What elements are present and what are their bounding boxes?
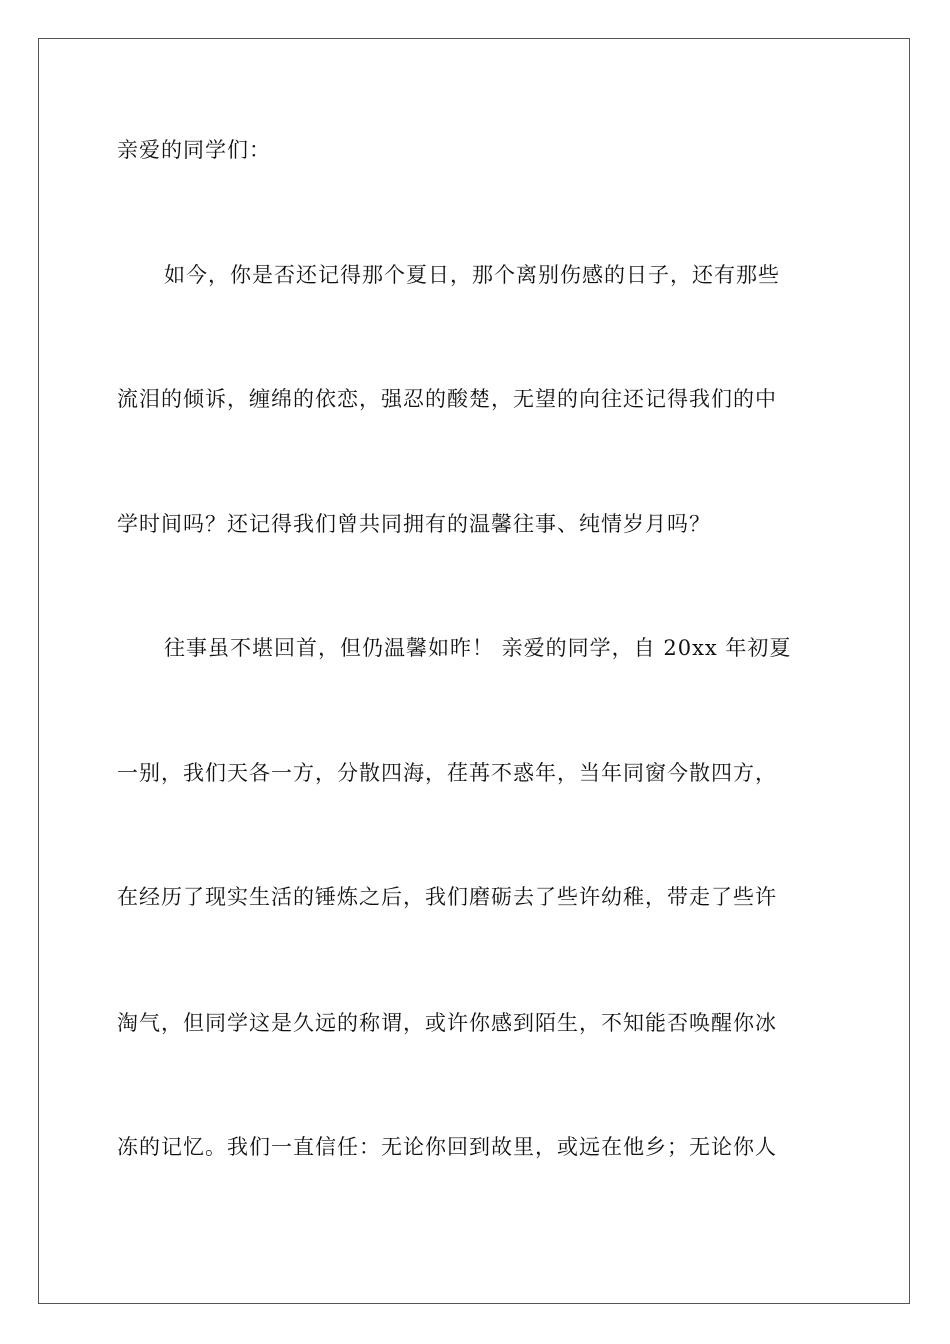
paragraph-line: 如今，你是否还记得那个夏日，那个离别伤感的日子，还有那些	[164, 263, 780, 287]
paragraph-line: 冻的记忆。我们一直信任：无论你回到故里，或远在他乡；无论你人	[117, 1135, 777, 1159]
salutation: 亲爱的同学们：	[117, 138, 271, 162]
paragraph-line: 在经历了现实生活的锤炼之后，我们磨砺去了些许幼稚，带走了些许	[117, 885, 777, 909]
page-border	[38, 38, 910, 1304]
paragraph-line: 流泪的倾诉，缠绵的依恋，强忍的酸楚，无望的向往还记得我们的中	[117, 387, 777, 411]
paragraph-line: 一别，我们天各一方，分散四海，荏苒不惑年，当年同窗今散四方，	[117, 761, 777, 785]
paragraph-line: 淘气，但同学这是久远的称谓，或许你感到陌生，不知能否唤醒你冰	[117, 1011, 777, 1035]
paragraph-line: 学时间吗？还记得我们曾共同拥有的温馨往事、纯情岁月吗？	[117, 512, 711, 536]
paragraph-line: 往事虽不堪回首，但仍温馨如昨！ 亲爱的同学，自 20xx 年初夏	[164, 636, 792, 660]
